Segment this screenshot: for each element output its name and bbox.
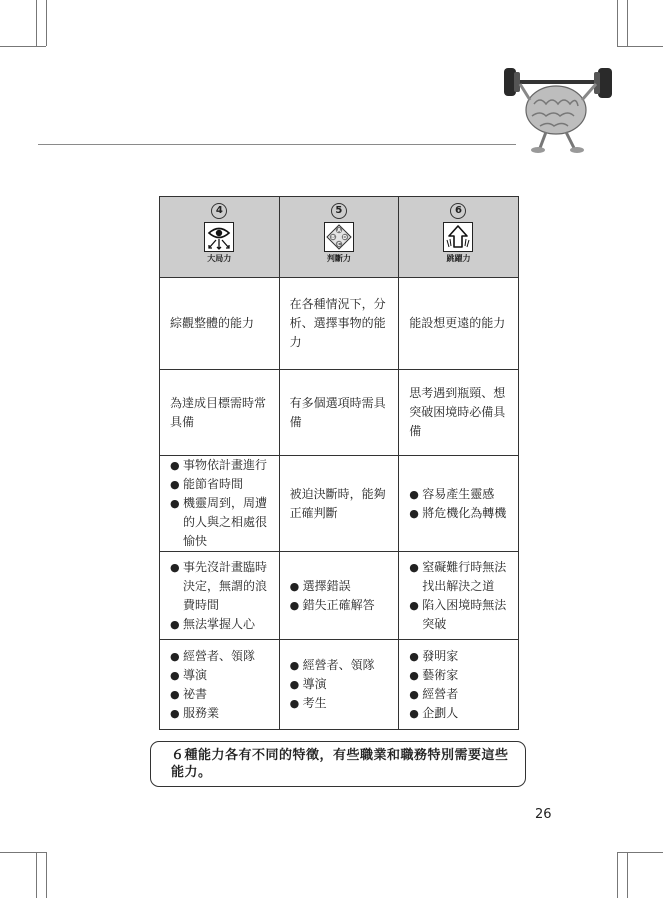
list-item: ● 經營者 [409,685,508,704]
bullet-list [170,558,269,634]
list-item: ● 事先沒計畫臨時決定，無謂的浪費時間 [170,558,269,615]
list-item: ● 機靈周到，周遭的人與之相處很愉快 [170,494,269,551]
bullet-list [290,656,389,713]
crop-mark-br-v [617,852,618,898]
table-cell [399,552,519,640]
crop-mark-bl-v [46,852,47,898]
cell-text: 綜觀整體的能力 [170,316,255,330]
bullet-list [290,577,389,615]
bullet-list [409,647,508,723]
list-item: ● 選擇錯誤 [290,577,389,596]
table-cell [399,640,519,730]
column-header-5 [279,197,399,278]
crop-mark-tr-v [617,0,618,46]
list-item: ● 陷入困境時無法突破 [409,596,508,634]
brain-lifting-barbell-icon [500,60,624,156]
bullet-list [170,456,269,551]
upward-arrow-icon [443,222,473,252]
cell-text: 思考遇到瓶頸、想突破困境時必備具備 [409,386,506,438]
column-number: 4 [211,203,227,219]
crop-mark-tl-v [46,0,47,46]
eye-arrows-icon [204,222,234,252]
table-cell [160,552,280,640]
crop-mark-bl-v2 [36,852,37,898]
table-cell [160,278,280,370]
list-item: ● 容易產生靈感 [409,485,508,504]
table-row [160,278,519,370]
crop-mark-tl-v2 [36,0,37,46]
icon-letter-b: B [330,235,335,241]
crop-mark-bl-h [0,852,46,853]
list-item: ● 導演 [170,666,269,685]
column-number: 6 [450,203,466,219]
table-row [160,456,519,552]
table-cell [399,456,519,552]
icon-letter-a: A [336,228,341,234]
header-rule [38,144,516,145]
list-item: ● 企劃人 [409,704,508,723]
crop-mark-tl-h [0,46,46,47]
table-row [160,370,519,456]
table-row [160,640,519,730]
list-item: ● 窒礙難行時無法找出解決之道 [409,558,508,596]
cell-text: 有多個選項時需具備 [289,395,386,429]
table-cell [160,456,280,552]
crop-mark-br-h [617,852,663,853]
column-label: 跳躍力 [446,254,471,263]
table-cell [279,552,399,640]
list-item: ● 祕書 [170,685,269,704]
list-item: ● 無法掌握人心 [170,615,269,634]
list-item: ● 發明家 [409,647,508,666]
list-item: ● 服務業 [170,704,269,723]
crop-mark-tr-h [617,46,663,47]
table-cell [279,456,399,552]
icon-letter-d: D [342,235,347,241]
cell-text: 能設想更遠的能力 [409,316,506,330]
list-item: ● 導演 [290,675,389,694]
table-row [160,552,519,640]
table-header-row [160,197,519,278]
list-item: ● 事物依計畫進行 [170,456,269,475]
cell-text: 被迫決斷時，能夠正確判斷 [289,486,386,520]
column-header-4 [160,197,280,278]
table-cell [279,278,399,370]
ability-table [159,196,519,730]
cell-text: 為達成目標需時常具備 [170,395,267,429]
table-cell [160,640,280,730]
list-item: ● 能節省時間 [170,475,269,494]
bullet-list [409,485,508,523]
table-cell [160,370,280,456]
column-header-6 [399,197,519,278]
page-number: 26 [535,807,552,822]
summary-text: ６種能力各有不同的特徵，有些職業和職務特別需要這些能力。 [171,748,509,780]
list-item: ● 經營者、領隊 [170,647,269,666]
list-item: ● 錯失正確解答 [290,596,389,615]
abcd-diamond-icon [324,222,354,252]
table-cell [399,370,519,456]
table-cell [279,370,399,456]
cell-text: 在各種情況下，分析、選擇事物的能力 [289,297,386,349]
bullet-list [170,647,269,723]
table-cell [399,278,519,370]
crop-mark-br-v2 [627,852,628,898]
list-item: ● 將危機化為轉機 [409,504,508,523]
list-item: ● 考生 [290,694,389,713]
column-label: 大局力 [207,254,232,263]
column-number: 5 [331,203,347,219]
list-item: ● 藝術家 [409,666,508,685]
column-label: 判斷力 [326,254,351,263]
summary-callout [150,741,526,787]
table-cell [279,640,399,730]
icon-letter-c: C [337,242,341,248]
crop-mark-tr-v2 [627,0,628,46]
list-item: ● 經營者、領隊 [290,656,389,675]
bullet-list [409,558,508,634]
